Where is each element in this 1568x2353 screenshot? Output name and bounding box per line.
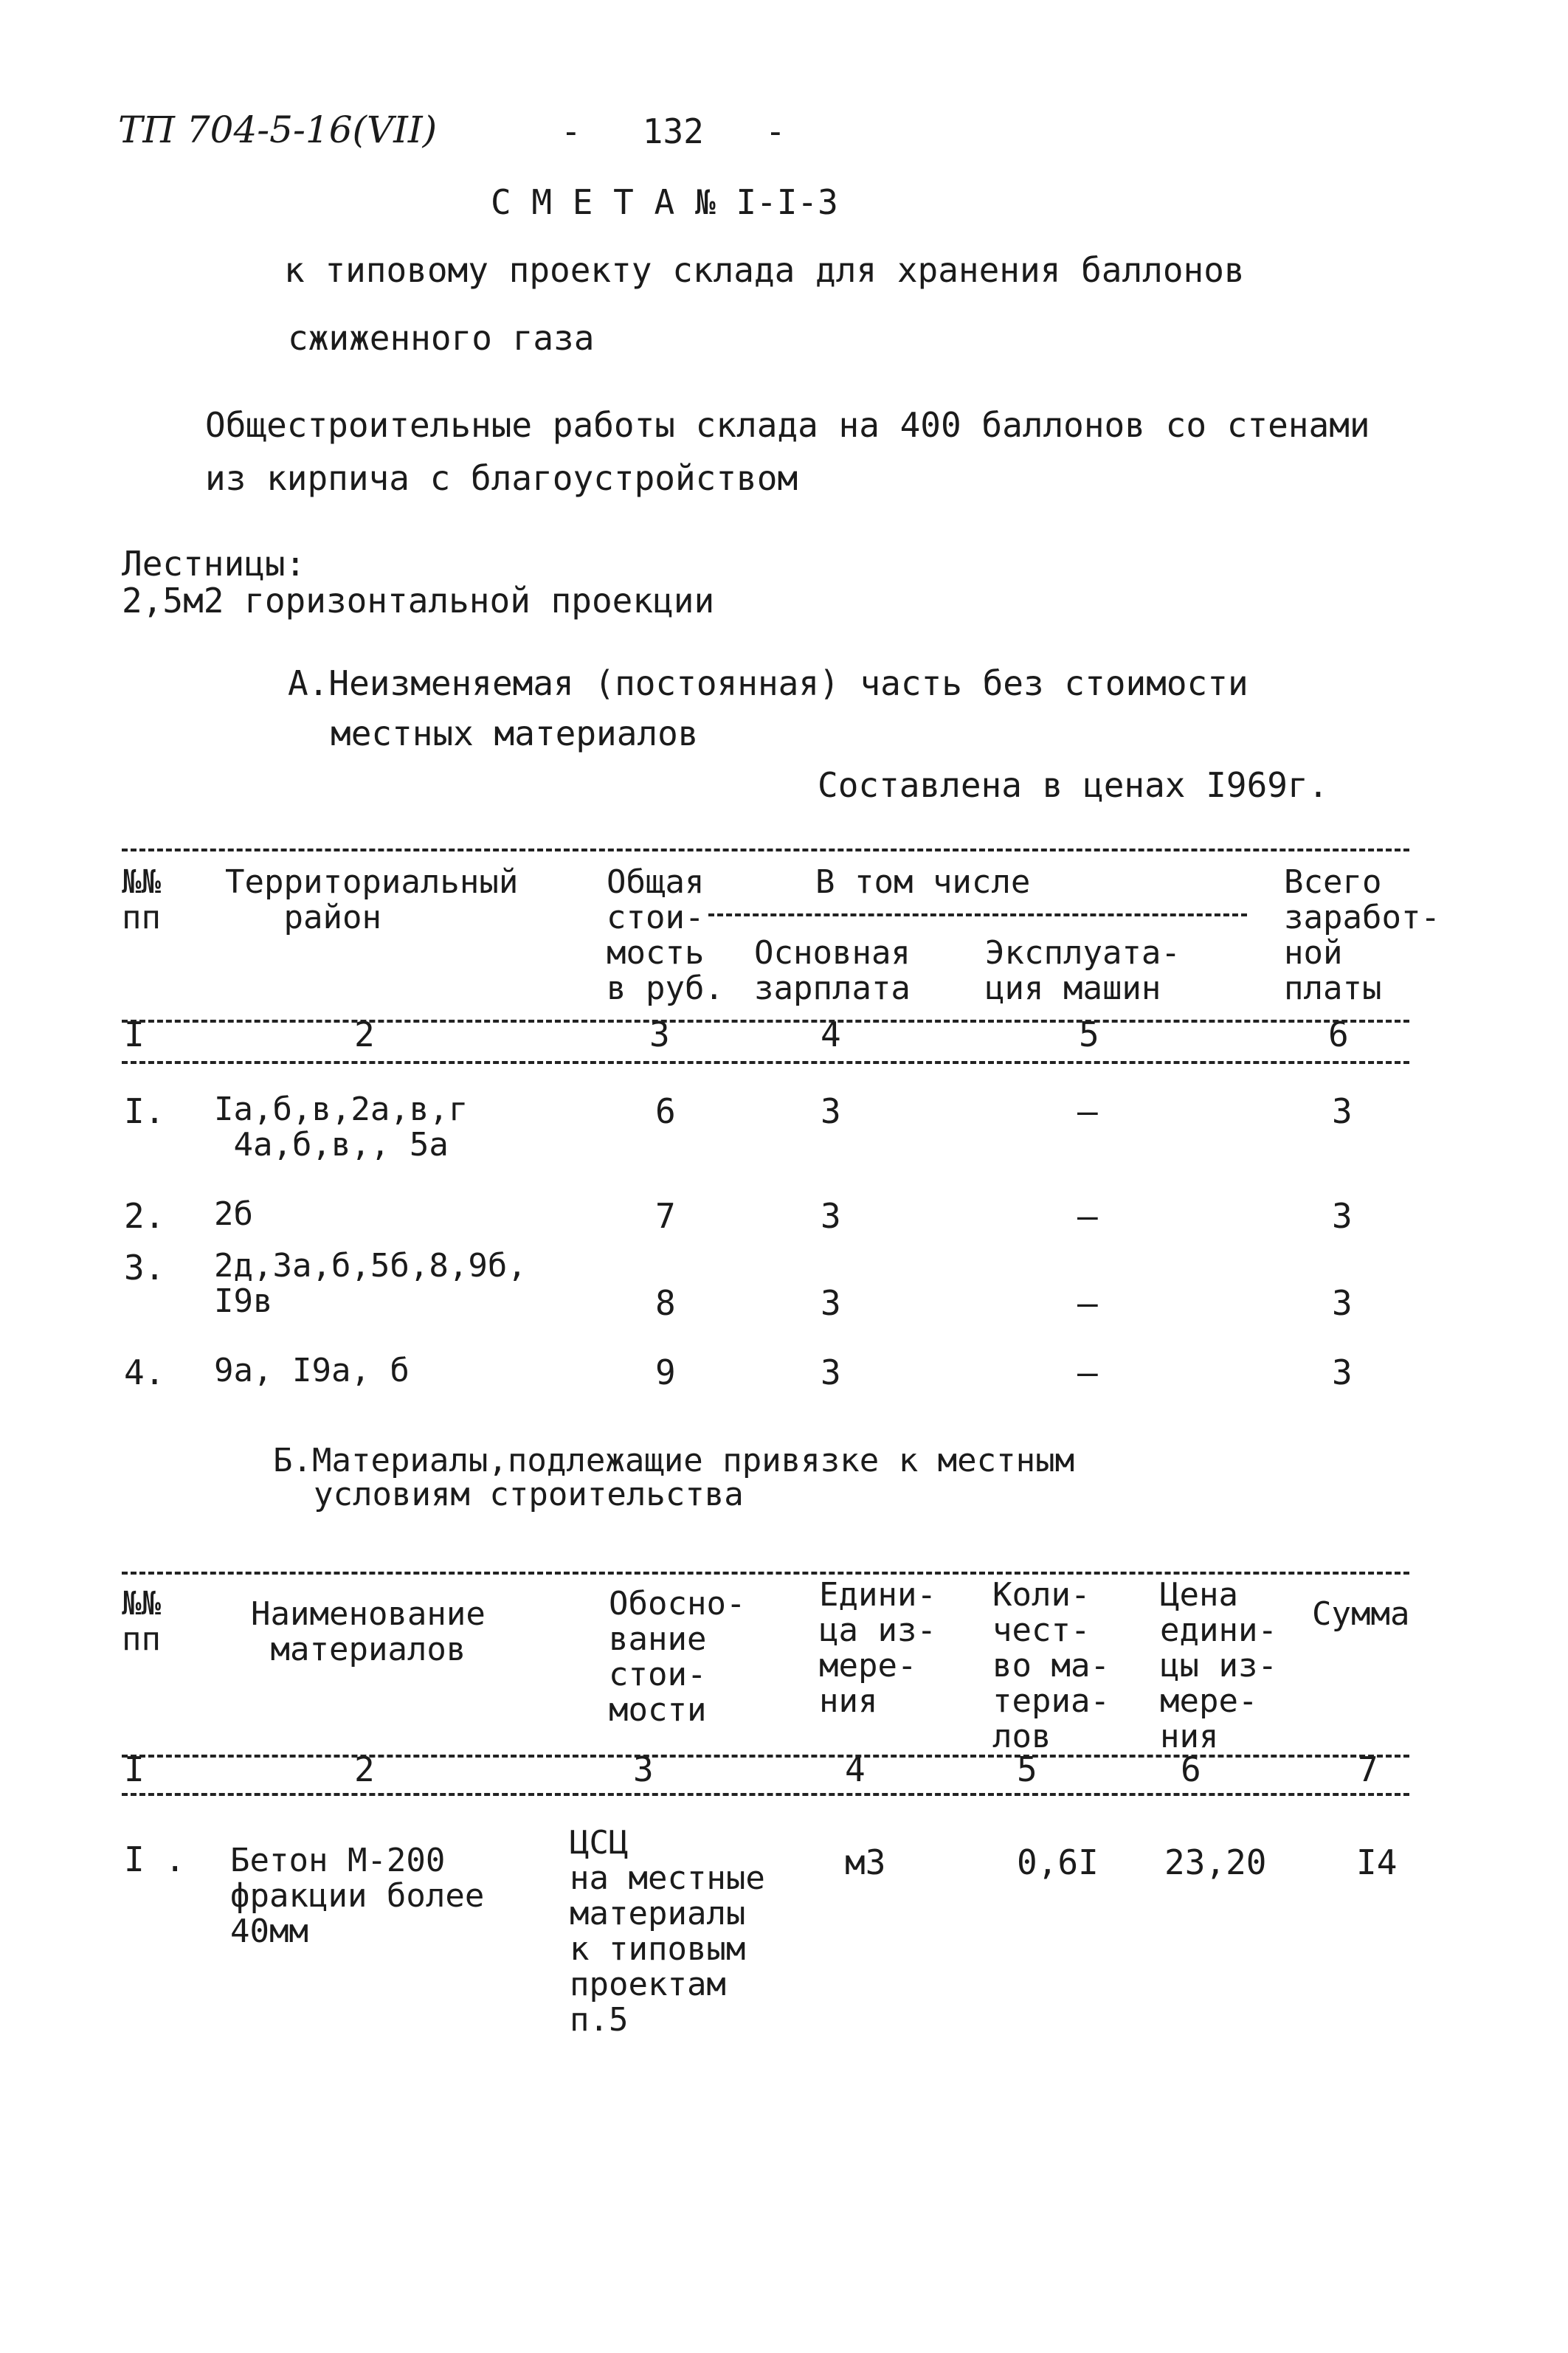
section-a-prices-note: Составлена в ценах I969г. — [818, 765, 1329, 805]
row-unit-price: 23,20 — [1164, 1842, 1267, 1882]
row-wages: 3 — [821, 1283, 841, 1323]
row-machines: – — [1077, 1196, 1098, 1236]
row-region: 2б — [214, 1195, 253, 1233]
row-machines: – — [1077, 1091, 1098, 1131]
header-region: Территориальный район — [225, 863, 519, 936]
section-a-title-line-1: А.Неизменяемая (постоянная) часть без стоимости — [288, 663, 1248, 703]
row-machines: – — [1077, 1283, 1098, 1323]
section-b-title-line-1: Б.Материалы,подлежащие привязке к местным — [273, 1442, 1075, 1479]
table-b-top-rule — [122, 1572, 1409, 1575]
header-total-cost: Общая стои- мость в руб. — [607, 863, 724, 1007]
colnum: I — [124, 1015, 145, 1054]
row-wages: 3 — [821, 1352, 841, 1392]
row-total: 6 — [655, 1091, 676, 1131]
header-num: №№ пп — [122, 863, 161, 936]
row-quantity: 0,6I — [1017, 1842, 1099, 1882]
row-region: 2д,3а,б,5б,8,9б, I9в — [214, 1247, 527, 1320]
header-quantity: Коли- чест- во ма- териа- лов — [992, 1576, 1110, 1755]
row-total: 8 — [655, 1283, 676, 1323]
stairs-label: Лестницы: — [122, 544, 306, 584]
row-total-wages: 3 — [1332, 1352, 1353, 1392]
table-a-colnum-rule-bottom — [122, 1061, 1409, 1064]
table-a-colnum-rule-top — [122, 1020, 1409, 1023]
colnum: 4 — [821, 1015, 841, 1054]
subtitle-line-1: к типовому проекту склада для хранения баллонов — [284, 250, 1245, 290]
header-basis: Обосно- вание стои- мости — [609, 1585, 746, 1729]
header-sum: Сумма — [1312, 1595, 1410, 1633]
header-total-wages: Всего заработ- ной платы — [1284, 863, 1440, 1007]
colnum: 6 — [1328, 1015, 1349, 1054]
row-total: 7 — [655, 1196, 676, 1236]
table-b-colnum-rule-top — [122, 1755, 1409, 1758]
colnum: 6 — [1181, 1749, 1201, 1789]
header-base-wages: Основная зарплата — [754, 934, 911, 1007]
row-basis: ЦСЦ на местные материалы к типовым проектам п.5 — [570, 1824, 765, 2039]
work-description-line-1: Общестроительные работы склада на 400 баллонов со стенами — [205, 405, 1370, 445]
subtitle-line-2: сжиженного газа — [288, 318, 595, 358]
row-wages: 3 — [821, 1091, 841, 1131]
row-wages: 3 — [821, 1196, 841, 1236]
colnum: 5 — [1017, 1749, 1037, 1789]
row-total: 9 — [655, 1352, 676, 1392]
page-number: - 132 - — [561, 111, 786, 151]
row-num: 4. — [124, 1352, 165, 1392]
row-num: 3. — [124, 1248, 165, 1288]
colnum: 2 — [354, 1749, 375, 1789]
header-including-rule — [708, 913, 1247, 916]
row-num: I . — [124, 1839, 186, 1879]
section-a-title-line-2: местных материалов — [331, 713, 699, 753]
document-code: ТП 704-5-16(VII) — [118, 108, 438, 151]
header-machines: Эксплуата- ция машин — [985, 934, 1181, 1007]
colnum: 7 — [1358, 1749, 1378, 1789]
row-total-wages: 3 — [1332, 1283, 1353, 1323]
row-sum: I4 — [1356, 1842, 1398, 1882]
section-b-title-line-2: условиям строительства — [314, 1476, 744, 1513]
colnum: 4 — [845, 1749, 866, 1789]
colnum: 3 — [649, 1015, 670, 1054]
header-including: В том числе — [815, 863, 1031, 901]
colnum: 5 — [1079, 1015, 1099, 1054]
row-machines: – — [1077, 1352, 1098, 1392]
row-total-wages: 3 — [1332, 1196, 1353, 1236]
header-unit: Едини- ца из- мере- ния — [819, 1576, 936, 1720]
work-description-line-2: из кирпича с благоустройством — [205, 458, 798, 498]
row-material-name: Бетон М-200 фракции более 40мм — [230, 1842, 485, 1950]
header-num: №№ пп — [122, 1585, 161, 1658]
header-unit-price: Цена едини- цы из- мере- ния — [1160, 1576, 1277, 1755]
row-unit: м3 — [845, 1842, 886, 1882]
row-num: I. — [124, 1091, 165, 1131]
row-total-wages: 3 — [1332, 1091, 1353, 1131]
row-region: Iа,б,в,2а,в,г 4а,б,в,, 5а — [214, 1091, 469, 1164]
table-a-top-rule — [122, 849, 1409, 851]
row-region: 9а, I9а, б — [214, 1352, 410, 1389]
colnum: I — [124, 1749, 145, 1789]
row-num: 2. — [124, 1196, 165, 1236]
stairs-value: 2,5м2 горизонтальной проекции — [122, 581, 715, 621]
header-material-name: Наименование материалов — [251, 1595, 486, 1668]
table-b-colnum-rule-bottom — [122, 1793, 1409, 1796]
colnum: 2 — [354, 1015, 375, 1054]
colnum: 3 — [633, 1749, 654, 1789]
estimate-title: С М Е Т А № I-I-3 — [491, 182, 838, 222]
